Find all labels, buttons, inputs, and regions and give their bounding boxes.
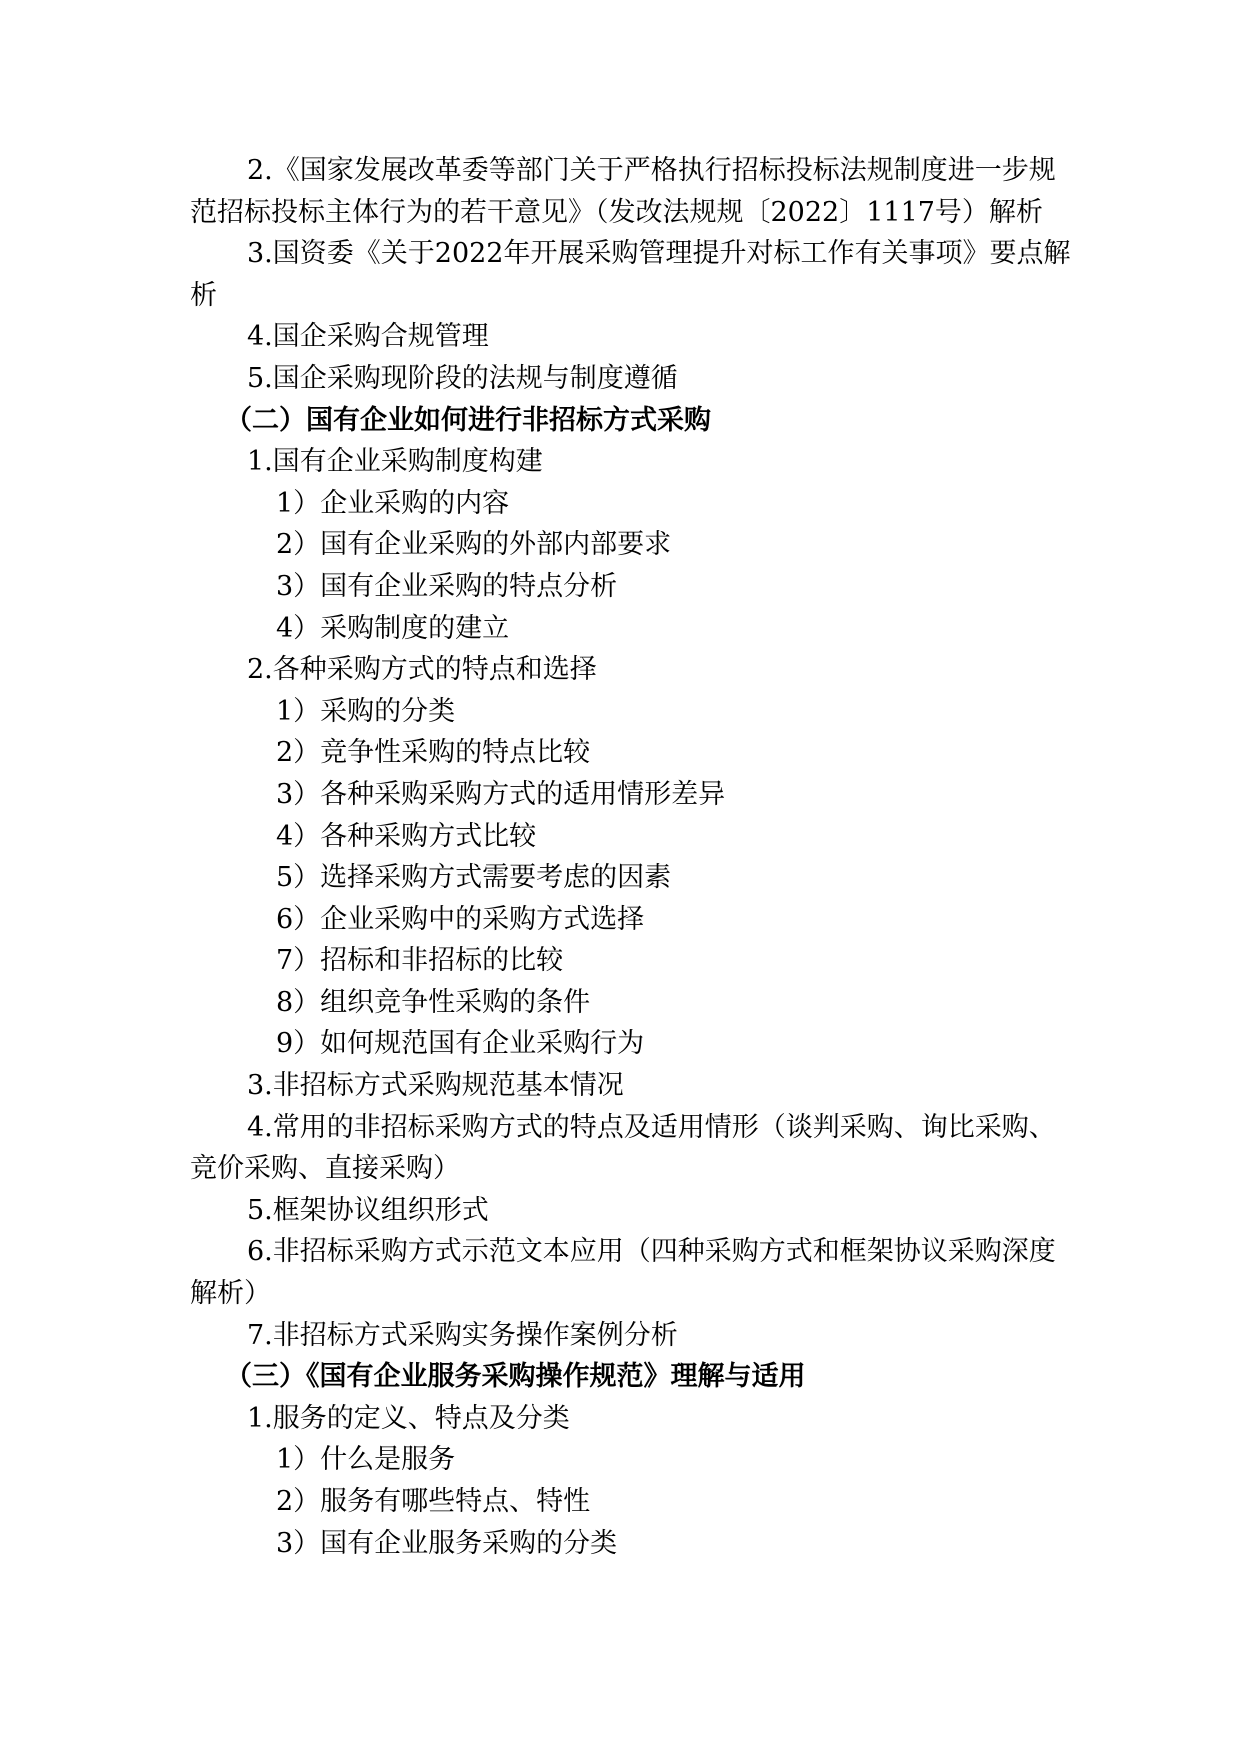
sub-list-item: 2）竞争性采购的特点比较 [276,737,591,769]
sub-list-item: 3）各种采购采购方式的适用情形差异 [276,778,726,810]
sub-list-item: 5）选择采购方式需要考虑的因素 [276,862,672,894]
list-item: 1.国有企业采购制度构建 [247,446,543,478]
sub-list-item: 6）企业采购中的采购方式选择 [276,903,645,935]
sub-list-item: 3）国有企业服务采购的分类 [276,1527,618,1559]
sub-list-item: 2）国有企业采购的外部内部要求 [276,529,672,561]
list-item: 4.国企采购合规管理 [247,321,489,353]
document-body [190,150,1075,1564]
section-heading: （二）国有企业如何进行非招标方式采购 [225,404,711,436]
list-item: 5.国企采购现阶段的法规与制度遵循 [247,362,678,394]
section-heading: （三）《国有企业服务采购操作规范》理解与适用 [225,1361,806,1393]
list-item: 1.服务的定义、特点及分类 [247,1402,570,1434]
list-item: 3.非招标方式采购规范基本情况 [247,1070,624,1102]
sub-list-item: 7）招标和非招标的比较 [276,945,564,977]
list-item: 5.框架协议组织形式 [247,1194,489,1226]
paragraph-item: 6.非招标采购方式示范文本应用（四种采购方式和框架协议采购深度解析） [190,1236,1056,1310]
sub-list-item: 4）各种采购方式比较 [276,820,537,852]
sub-list-item: 1）企业采购的内容 [276,487,510,519]
paragraph-item: 2.《国家发展改革委等部门关于严格执行招标投标法规制度进一步规范招标投标主体行为的若干意见》（发改法规规〔2022〕1117号）解析 [190,155,1056,228]
sub-list-item: 9）如何规范国有企业采购行为 [276,1028,645,1060]
sub-list-item: 8）组织竞争性采购的条件 [276,986,591,1018]
paragraph-item: 3.国资委《关于2022年开展采购管理提升对标工作有关事项》要点解析 [190,238,1071,311]
sub-list-item: 4）采购制度的建立 [276,612,510,644]
sub-list-item: 1）采购的分类 [276,695,456,727]
sub-list-item: 3）国有企业采购的特点分析 [276,570,618,602]
sub-list-item: 1）什么是服务 [276,1444,456,1476]
list-item: 2.各种采购方式的特点和选择 [247,654,597,686]
sub-list-item: 2）服务有哪些特点、特性 [276,1486,591,1517]
paragraph-item: 4.常用的非招标采购方式的特点及适用情形（谈判采购、询比采购、竞价采购、直接采购） [190,1111,1056,1185]
list-item: 7.非招标方式采购实务操作案例分析 [247,1319,678,1351]
